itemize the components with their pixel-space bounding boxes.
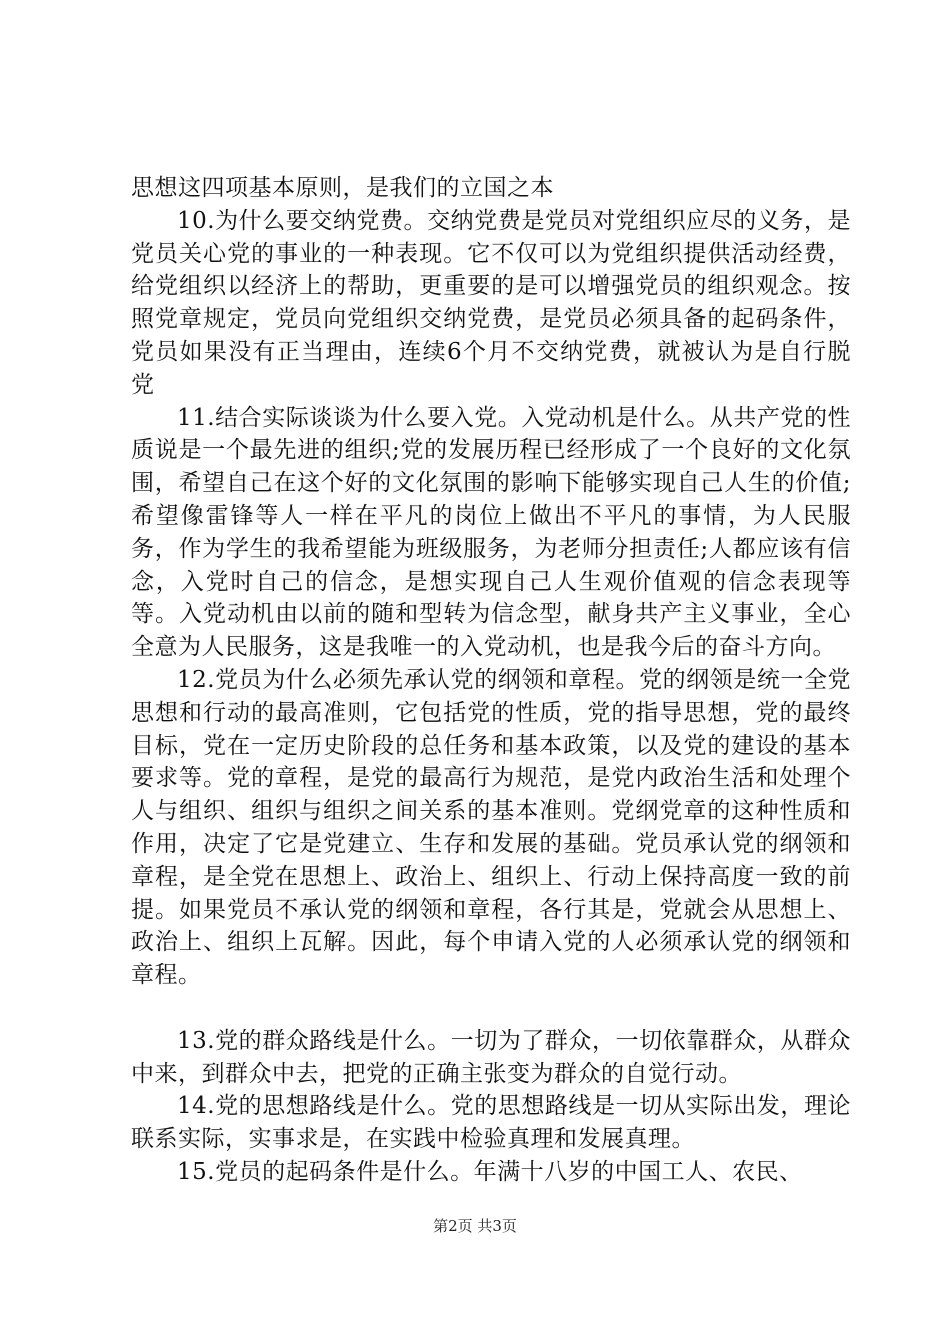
paragraph-10-party-dues: 10.为什么要交纳党费。交纳党费是党员对党组织应尽的义务，是党员关心党的事业的一种表现。它不仅可以为党组织提供活动经费，给党组织以经济上的帮助，更重要的是可以增强党员的组织观念。按照党章规定，党员向党组织交纳党费，是党员必须具备的起码条件，党员如果没有正当理由，连续6个月不交纳党费，就被认为是自行脱党 (131, 207, 851, 398)
page-number-label: 第2页 共3页 (433, 1217, 517, 1235)
paragraph-14-ideological-line: 14.党的思想路线是什么。党的思想路线是一切从实际出发，理论联系实际，实事求是，在实践中检验真理和发展真理。 (131, 1093, 851, 1153)
page-footer (0, 1216, 950, 1236)
paragraph-15-basic-conditions: 15.党员的起码条件是什么。年满十八岁的中国工人、农民、 (177, 1158, 803, 1185)
paragraph-11-join-motivation: 11.结合实际谈谈为什么要入党。入党动机是什么。从共产党的性质说是一个最先进的组织;党的发展历程已经形成了一个良好的文化氛围，希望自己在这个好的文化氛围的影响下能够实现自己人生的价值;希望像雷锋等人一样在平凡的岗位上做出不平凡的事情，为人民服务，作为学生的我希望能为班级服务，为老师分担责任;人都应该有信念，入党时自己的信念，是想实现自己人生观价值观的信念表现等等。入党动机由以前的随和型转为信念型，献身共产主义事业，全心全意为人民服务，这是我唯一的入党动机，也是我今后的奋斗方向。 (131, 404, 851, 661)
paragraph-13-mass-line: 13.党的群众路线是什么。一切为了群众，一切依靠群众，从群众中来，到群众中去，把党的正确主张变为群众的自觉行动。 (131, 1027, 851, 1087)
document-body (131, 172, 851, 1189)
paragraph-12-program-constitution: 12.党员为什么必须先承认党的纲领和章程。党的纲领是统一全党思想和行动的最高准则，它包括党的性质，党的指导思想，党的最终目标，党在一定历史阶段的总任务和基本政策，以及党的建设的基本要求等。党的章程，是党的最高行为规范，是党内政治生活和处理个人与组织、组织与组织之间关系的基本准则。党纲党章的这种性质和作用，决定了它是党建立、生存和发展的基础。党员承认党的纲领和章程，是全党在思想上、政治上、组织上、行动上保持高度一致的前提。如果党员不承认党的纲领和章程，各行其是，党就会从思想上、政治上、组织上瓦解。因此，每个申请入党的人必须承认党的纲领和章程。 (131, 666, 851, 989)
paragraph-continuation: 思想这四项基本原则，是我们的立国之本 (131, 175, 554, 201)
